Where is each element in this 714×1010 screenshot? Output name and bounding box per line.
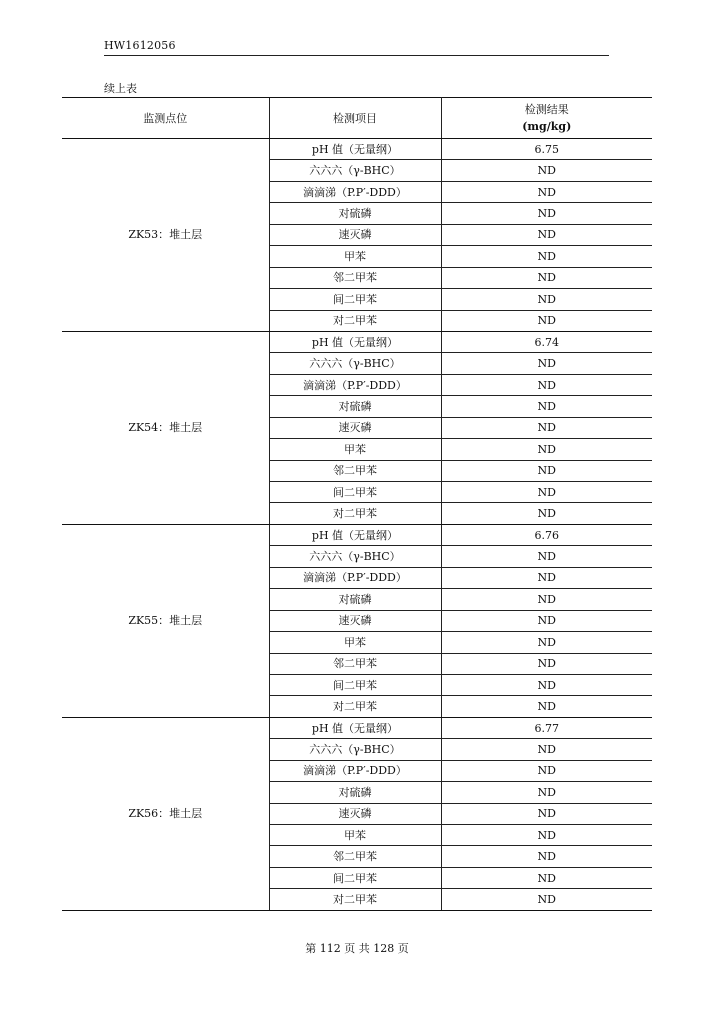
test-result-cell: ND	[441, 632, 652, 653]
column-header-result	[441, 98, 652, 139]
test-item-cell: 对二甲苯	[269, 503, 441, 524]
table-row	[62, 524, 652, 545]
column-header-unit: (mg/kg)	[522, 120, 572, 133]
test-result-cell: ND	[441, 760, 652, 781]
test-result-cell: ND	[441, 246, 652, 267]
report-code: HW1612056	[104, 39, 176, 52]
test-item-cell: 对硫磷	[269, 203, 441, 224]
test-result-cell: ND	[441, 567, 652, 588]
test-result-cell: 6.75	[441, 139, 652, 160]
test-item-cell: 邻二甲苯	[269, 460, 441, 481]
test-result-cell: ND	[441, 353, 652, 374]
test-item-cell: 对二甲苯	[269, 696, 441, 717]
sampling-point-cell: ZK55：堆土层	[62, 524, 269, 717]
test-result-cell: ND	[441, 867, 652, 888]
test-result-cell: ND	[441, 889, 652, 910]
test-item-cell: 甲苯	[269, 632, 441, 653]
test-result-cell: ND	[441, 160, 652, 181]
test-item-cell: 对硫磷	[269, 782, 441, 803]
test-result-cell: ND	[441, 782, 652, 803]
test-result-cell: ND	[441, 417, 652, 438]
test-result-cell: ND	[441, 739, 652, 760]
table-row	[62, 139, 652, 160]
test-item-cell: 甲苯	[269, 246, 441, 267]
test-result-cell: ND	[441, 696, 652, 717]
page-number: 第 112 页 共 128 页	[305, 942, 409, 955]
test-result-cell: ND	[441, 589, 652, 610]
test-result-cell: ND	[441, 803, 652, 824]
sampling-point-cell: ZK56：堆土层	[62, 717, 269, 910]
test-item-cell: 邻二甲苯	[269, 653, 441, 674]
test-item-cell: pH 值（无量纲）	[269, 524, 441, 545]
test-item-cell: 对二甲苯	[269, 310, 441, 331]
test-result-cell: ND	[441, 825, 652, 846]
test-result-cell: ND	[441, 610, 652, 631]
test-result-cell: ND	[441, 674, 652, 695]
test-item-cell: 滴滴涕（P.P′-DDD）	[269, 374, 441, 395]
test-item-cell: 间二甲苯	[269, 674, 441, 695]
test-item-cell: pH 值（无量纲）	[269, 331, 441, 352]
table-header-row	[62, 98, 652, 139]
test-item-cell: 滴滴涕（P.P′-DDD）	[269, 760, 441, 781]
test-result-cell: ND	[441, 181, 652, 202]
test-item-cell: 间二甲苯	[269, 482, 441, 503]
sampling-point-cell: ZK53：堆土层	[62, 139, 269, 332]
results-table	[62, 97, 652, 911]
test-result-cell: ND	[441, 546, 652, 567]
test-item-cell: 滴滴涕（P.P′-DDD）	[269, 181, 441, 202]
test-item-cell: 速灭磷	[269, 224, 441, 245]
test-result-cell: ND	[441, 846, 652, 867]
test-item-cell: 速灭磷	[269, 610, 441, 631]
test-item-cell: 速灭磷	[269, 803, 441, 824]
column-header-result-label: 检测结果	[524, 103, 569, 116]
test-item-cell: 六六六（γ-BHC）	[269, 739, 441, 760]
sampling-point-cell: ZK54：堆土层	[62, 331, 269, 524]
test-result-cell: ND	[441, 482, 652, 503]
test-result-cell: ND	[441, 224, 652, 245]
test-result-cell: ND	[441, 503, 652, 524]
test-item-cell: pH 值（无量纲）	[269, 139, 441, 160]
test-item-cell: 邻二甲苯	[269, 846, 441, 867]
test-item-cell: 甲苯	[269, 439, 441, 460]
test-result-cell: 6.77	[441, 717, 652, 738]
test-result-cell: ND	[441, 310, 652, 331]
test-item-cell: 间二甲苯	[269, 867, 441, 888]
test-result-cell: ND	[441, 460, 652, 481]
test-result-cell: ND	[441, 374, 652, 395]
table-row	[62, 331, 652, 352]
continued-label: 续上表	[104, 82, 137, 95]
test-item-cell: 邻二甲苯	[269, 267, 441, 288]
test-result-cell: 6.76	[441, 524, 652, 545]
test-result-cell: 6.74	[441, 331, 652, 352]
test-item-cell: 六六六（γ-BHC）	[269, 353, 441, 374]
table-row	[62, 717, 652, 738]
test-result-cell: ND	[441, 267, 652, 288]
test-item-cell: 对二甲苯	[269, 889, 441, 910]
test-item-cell: 六六六（γ-BHC）	[269, 160, 441, 181]
column-header-item: 检测项目	[269, 98, 441, 139]
test-result-cell: ND	[441, 289, 652, 310]
test-result-cell: ND	[441, 439, 652, 460]
test-item-cell: 滴滴涕（P.P′-DDD）	[269, 567, 441, 588]
table-body	[62, 139, 652, 911]
test-result-cell: ND	[441, 396, 652, 417]
test-item-cell: pH 值（无量纲）	[269, 717, 441, 738]
test-item-cell: 甲苯	[269, 825, 441, 846]
test-item-cell: 速灭磷	[269, 417, 441, 438]
test-result-cell: ND	[441, 203, 652, 224]
column-header-point: 监测点位	[62, 98, 269, 139]
test-item-cell: 对硫磷	[269, 589, 441, 610]
header-rule	[104, 55, 609, 56]
test-item-cell: 间二甲苯	[269, 289, 441, 310]
test-result-cell: ND	[441, 653, 652, 674]
test-item-cell: 六六六（γ-BHC）	[269, 546, 441, 567]
test-item-cell: 对硫磷	[269, 396, 441, 417]
